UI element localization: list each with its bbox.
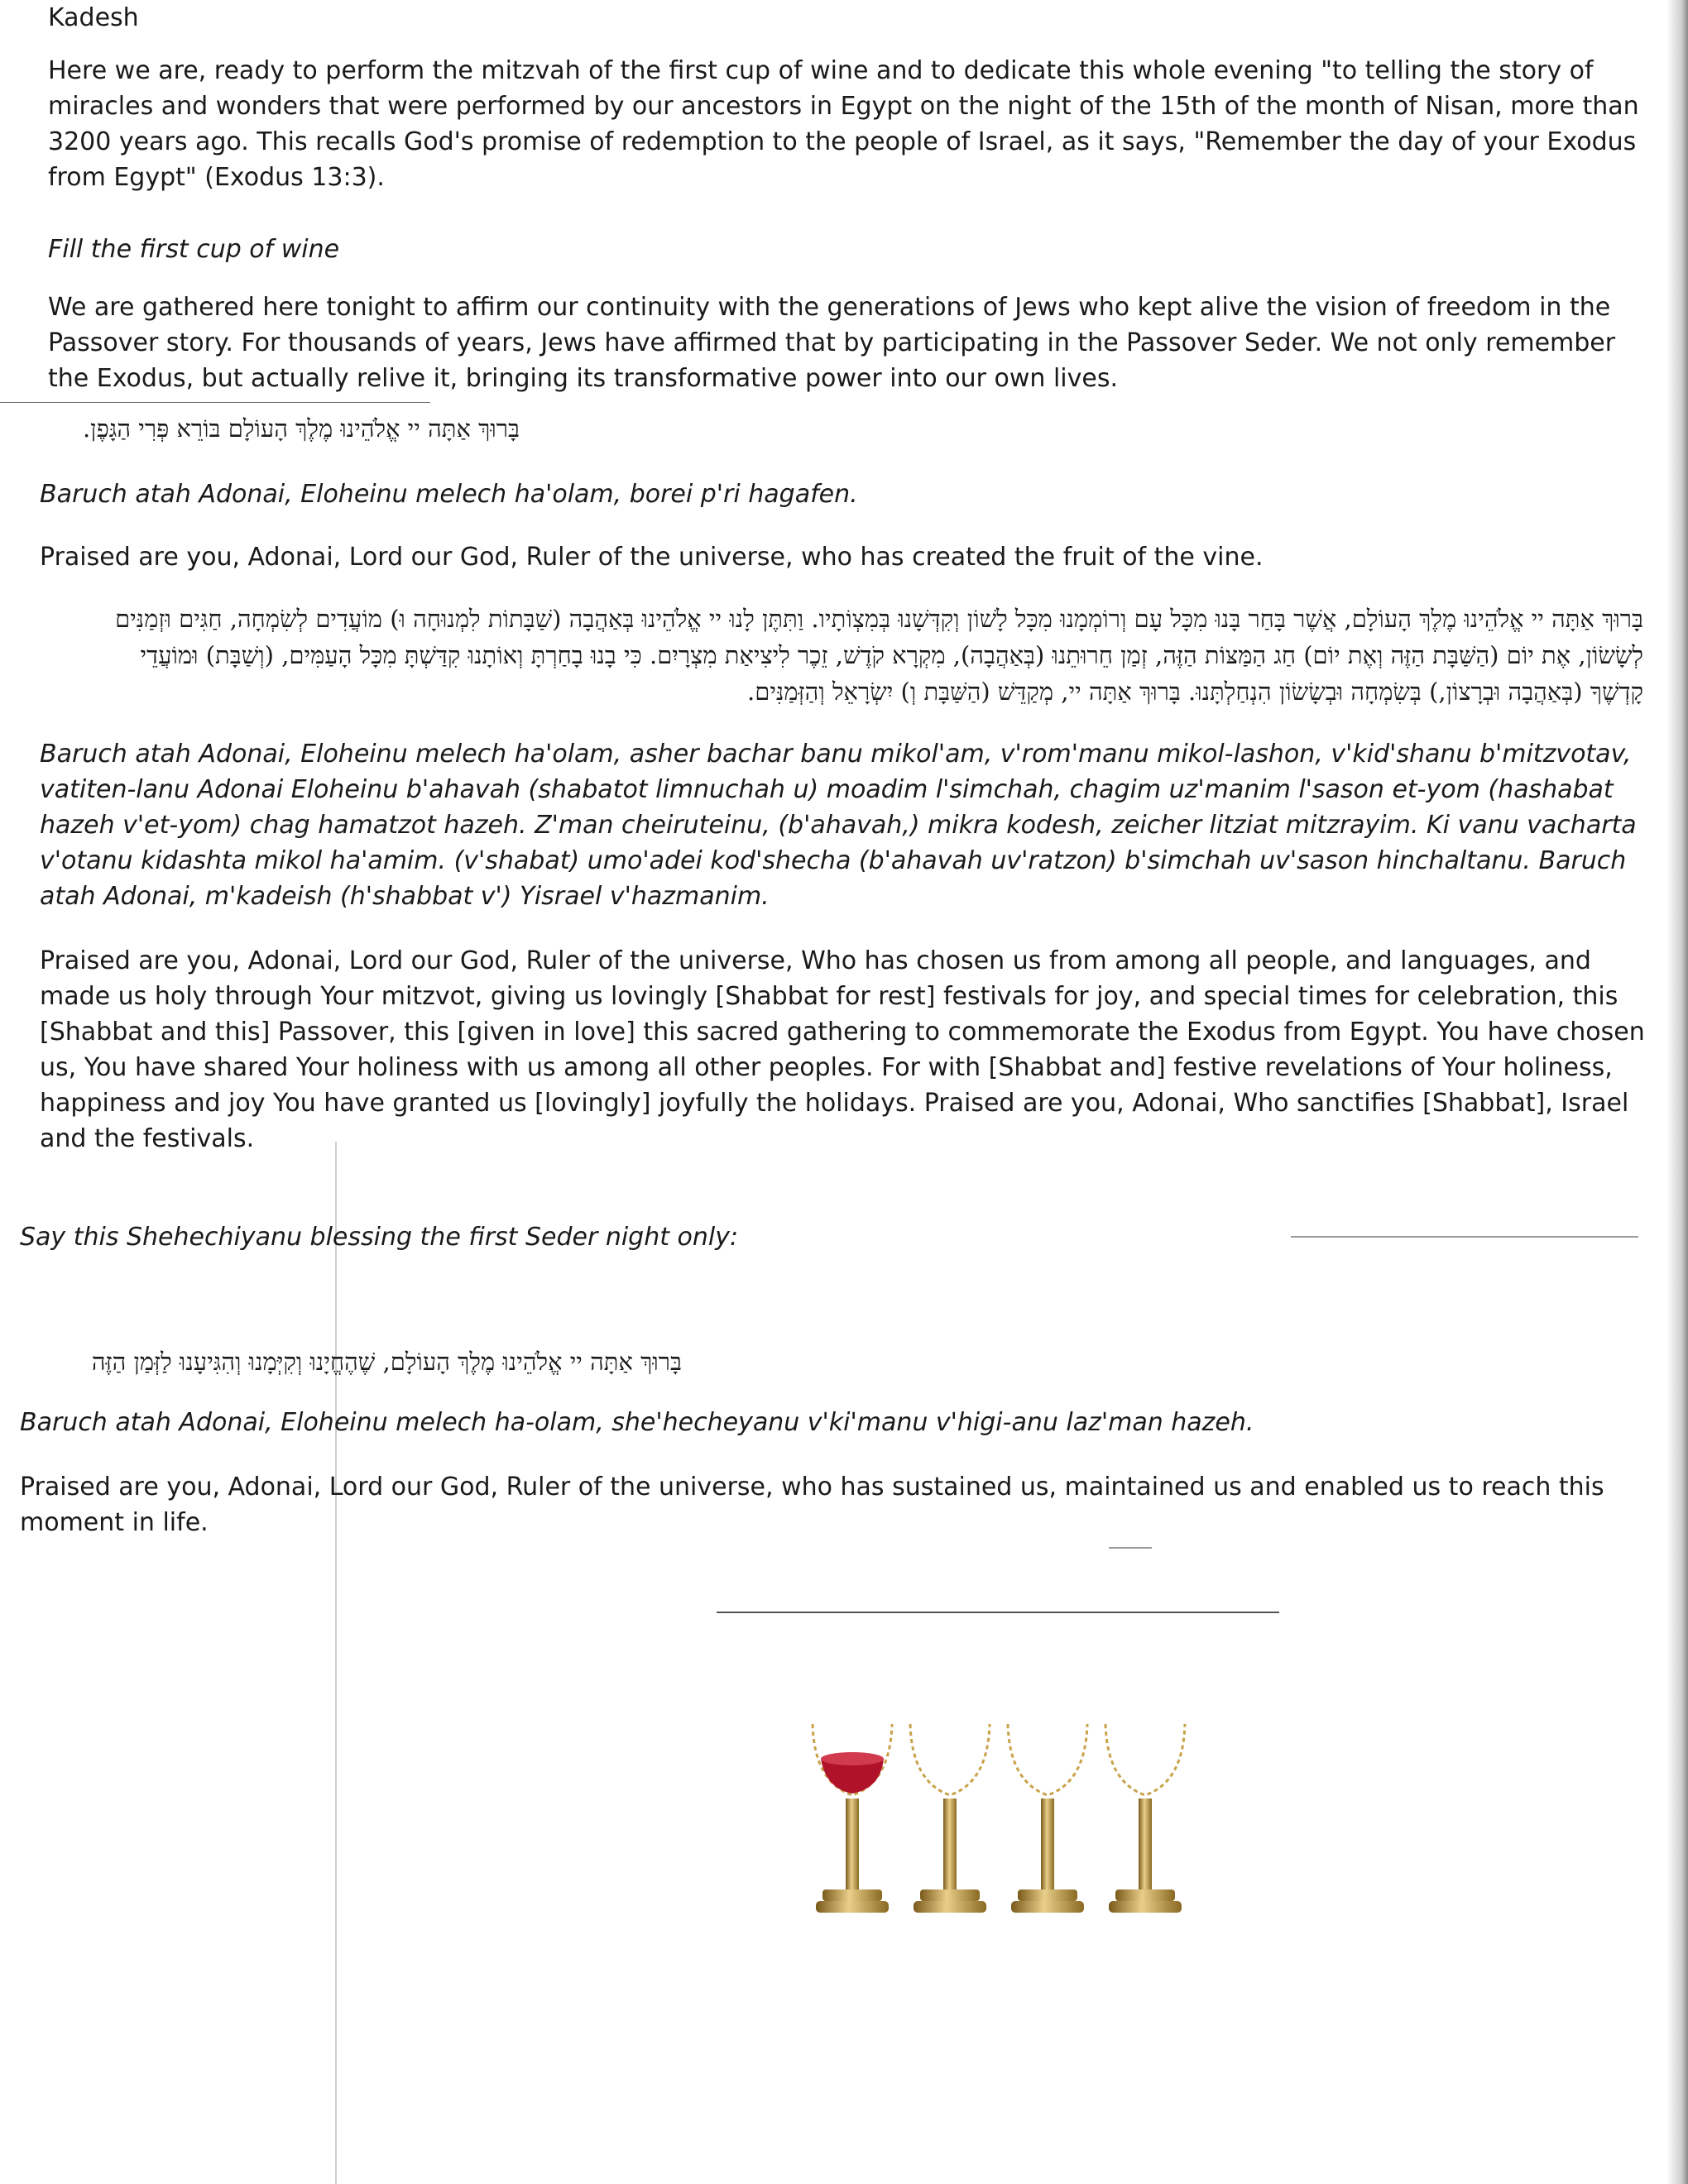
section-title: Kadesh [48, 3, 139, 32]
illustration-top-rule [717, 1612, 1279, 1613]
intro-paragraph: Here we are, ready to perform the mitzvah of the first cup of wine and to dedicate this whole evening "to telling the story of miracles and wonders that were performed by our ancestors in Egypt on the night of the 15th of the month of Nisan, more than 3200 years ago. This recalls God's promise of redemption to the people of Israel, as it says, "Remember the day of your Exodus from Egypt" (Exodus 13:3). [48, 56, 1639, 192]
scan-dash [1109, 1547, 1152, 1549]
instruction-fill-cup: Fill the first cup of wine [48, 235, 340, 264]
divider-line [0, 402, 430, 403]
wine-blessing-hebrew: בָּרוּךְ אַתָּה יי אֱלֹהֵינוּ מֶלֶךְ הָעוֹלָם בּוֹרֵא פְּרִי הַגָּפֶן. [82, 414, 520, 443]
shehechiyanu-transliteration: Baruch atah Adonai, Eloheinu melech ha-olam, she'hecheyanu v'ki'manu v'higi-anu laz'man hazeh. [20, 1408, 1254, 1437]
wine-cup [1008, 1724, 1087, 1913]
shehechiyanu-translation: Praised are you, Adonai, Lord our God, Ruler of the universe, who has sustained us, maintained us and enabled us to reach this moment in life. [20, 1473, 1604, 1537]
shehechiyanu-hebrew: בָּרוּךְ אַתָּה יי אֱלֹהֵינוּ מֶלֶךְ הָעוֹלָם, שֶׁהֶחֱיָנוּ וְקִיְּמָנוּ וְהִגִּיעָנוּ לַזְּמַן הַזֶּה [91, 1348, 682, 1376]
divider-line-right [1291, 1236, 1638, 1238]
kiddush-translation: Praised are you, Adonai, Lord our God, Ruler of the universe, Who has chosen us from among all people, and languages, and made us holy through Your mitzvot, giving us lovingly [Shabbat for rest] festivals for joy, and special times for celebration, this [Shabbat and this] Passover, this [given in love] this sacred gathering to commemorate the Exodus from Egypt. You have chosen us, You have shared Your holiness with us among all other peoples. For with [Shabbat and] festive revelations of Your holiness, happiness and joy You have granted us [lovingly] joyfully the holidays. Praised are you, Adonai, Who sanctifies [Shabbat], Israel and the festivals. [40, 946, 1645, 1153]
wine-blessing-transliteration: Baruch atah Adonai, Eloheinu melech ha'olam, borei p'ri hagafen. [40, 480, 858, 509]
kiddush-transliteration: Baruch atah Adonai, Eloheinu melech ha'olam, asher bachar banu mikol'am, v'rom'manu mikol-lashon, v'kid'shanu b'mitzvotav, vatiten-lanu Adonai Eloheinu b'ahavah (shabatot limnuchah u) moadim l'simchah, chagim uz'manim l'sason et-yom (hashabat hazeh v'et-yom) chag hamatzot hazeh. Z'man cheiruteinu, (b'ahavah,) mikra kodesh, zeicher litziat mitzrayim. Ki vanu vacharta v'otanu kidashta mikol ha'amim. (v'shabat) umo'adei kod'shecha (b'ahavah uv'ratzon) b'simchah uv'sason hinchaltanu. Baruch atah Adonai, m'kadeish (h'shabbat v') Yisrael v'hazmanim. [40, 740, 1637, 911]
wine-blessing-translation: Praised are you, Adonai, Lord our God, Ruler of the universe, who has created the fruit of the vine. [40, 543, 1264, 572]
wine-cup [1105, 1724, 1185, 1913]
instruction-shehechiyanu: Say this Shehechiyanu blessing the first Seder night only: [20, 1223, 739, 1252]
wine-cup-filled [813, 1724, 892, 1913]
scan-edge [1666, 0, 1688, 2184]
gathered-paragraph: We are gathered here tonight to affirm our continuity with the generations of Jews who kept alive the vision of freedom in the Passover story. For thousands of years, Jews have affirmed that by participating in the Passover Seder. We not only remember the Exodus, but actually relive it, bringing its transformative power into our own lives. [48, 293, 1616, 393]
scan-fold-line [335, 1142, 337, 2184]
kiddush-hebrew: בָּרוּךְ אַתָּה יי אֱלֹהֵינוּ מֶלֶךְ הָעוֹלָם, אֲשֶׁר בָּחַר בָּנוּ מִכָּל עָם וְרוֹמְמָנוּ מִכָּל לָשׁוֹן וְקִדְּשָׁנוּ בְּמִצְוֹתָיו. וַתִּתֶּן לָנוּ יי אֱלֹהֵינוּ בְּאַהֲבָה (שַׁבָּתוֹת לִמְנוּחָה וּ) מוֹעֲדִים לְשִׂמְחָה, חַגִּים וּזְמַנִּים לְשָׂשׂוֹן, אֶת יוֹם (הַשַּׁבָּת הַזֶּה וְאֶת יוֹם) חַג הַמַּצּוֹת הַזֶּה, זְמַן חֵרוּתֵנוּ (בְּאַהֲבָה), מִקְרָא קֹדֶשׁ, זֵכֶר לִיצִיאַת מִצְרָיִם. כִּי בָנוּ בָחַרְתָּ וְאוֹתָנוּ קִדַּשְׁתָּ מִכָּל הָעַמִּים, (וְשַׁבָּת) וּמוֹעֲדֵי קָדְשֶׁךָ (בְּאַהֲבָה וּבְרָצוֹן,) בְּשִׂמְחָה וּבְשָׂשׂוֹן הִנְחַלְתָּנוּ. בָּרוּךְ אַתָּה יי, מְקַדֵּשׁ (הַשַּׁבָּת וְ) יִשְׂרָאֵל וְהַזְּמַנִּים. [115, 605, 1643, 706]
four-wine-cups-icon [804, 1724, 1192, 1923]
wine-cup [910, 1724, 990, 1913]
